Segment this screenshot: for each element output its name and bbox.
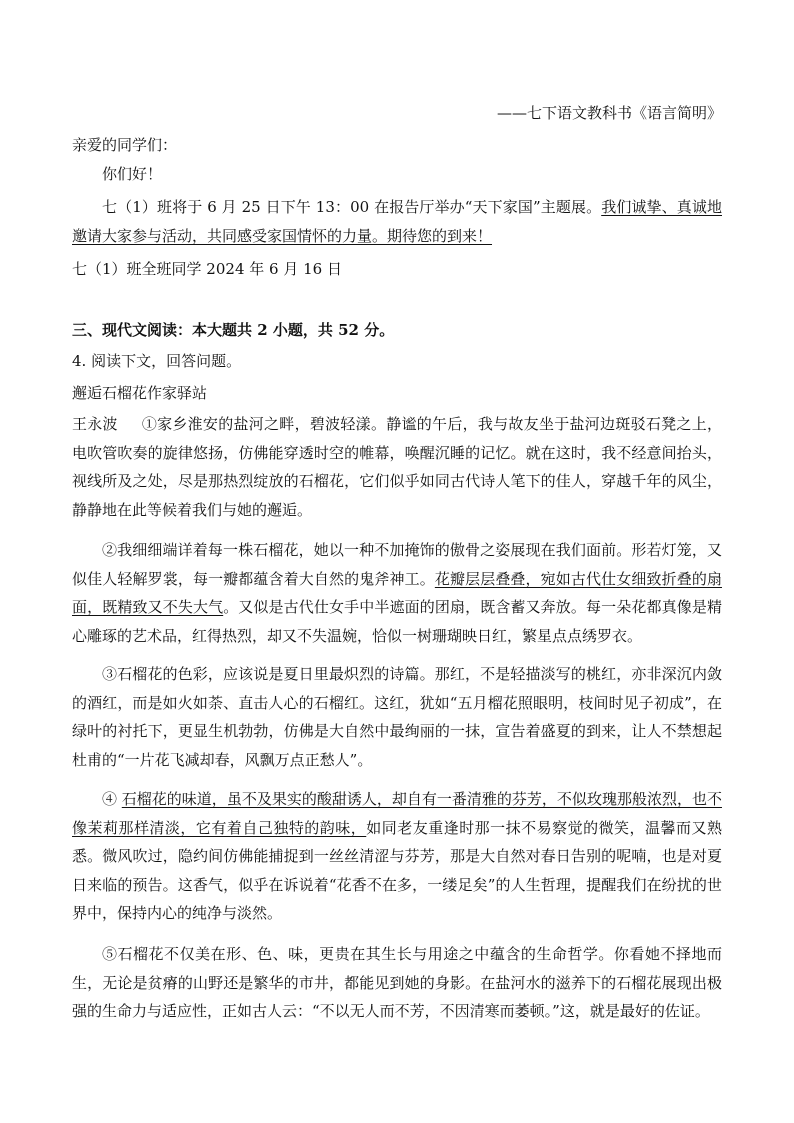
invitation-greeting: 你们好！: [102, 165, 163, 183]
paragraph-2-text-a: ②我细细端详着每一株石榴花，她以一种不加掩饰的傲骨之姿展现在我们面前。形若灯笼，又似佳人轻解罗裳，每一瓣都蕴含着大自然的鬼斧神工。: [72, 541, 722, 588]
invitation-body: [72, 193, 722, 250]
article-title: 邂逅石榴花作家驿站: [72, 384, 208, 402]
quote-source: ——七下语文教科书《语言简明》: [496, 104, 722, 122]
section-heading: 三、现代文阅读：本大题共 2 小题，共 52 分。: [72, 321, 395, 339]
article-paragraph-2: [72, 536, 722, 650]
paragraph-2-text-c: 。又似是古代仕女手中半遮面的团扇，既含蓄又奔放。每一朵花都真像是精心雕琢的艺术品，红得热烈，却又不失温婉，恰似一树珊瑚映日红，繁星点点绣罗衣。: [72, 598, 722, 645]
paragraph-2-underlined: 花瓣层层叠叠，宛如古代仕女细致折叠的扇面，既精致又不失大气: [72, 569, 722, 617]
paragraph-4-number: ④: [102, 790, 122, 808]
article-paragraph-3: ③石榴花的色彩，应该说是夏日里最炽烈的诗篇。那红，不是轻描淡写的桃红，亦非深沉内敛的酒红，而是如火如荼、直击人心的石榴红。这红，犹如“五月榴花照眼明，枝间时见子初成”，在绿叶的衬托下，更显生机勃勃，仿佛是大自然中最绚丽的一抹，宣告着盛夏的到来，让人不禁想起杜甫的“一片花飞减却春，风飘万点正愁人”。: [72, 665, 722, 769]
article-author: 王永波: [72, 415, 118, 433]
paragraph-4-underlined: 石榴花的味道，虽不及果实的酸甜诱人，却自有一番清雅的芬芳，不似玫瑰那般浓烈，也不像茉莉那样清淡，它有着自己独特的韵味，: [72, 790, 722, 837]
article-paragraph-5: ⑤石榴花不仅美在形、色、味，更贵在其生长与用途之中蕴含的生命哲学。你看她不择地而生，无论是贫瘠的山野还是繁华的市井，都能见到她的身影。在盐河水的滋养下的石榴花展现出极强的生命力与适应性，正如古人云：“不以无人而不芳，不因清寒而萎顿。”这，就是最好的佐证。: [72, 945, 722, 1021]
invitation-signature: 七（1）班全班同学 2024 年 6 月 16 日: [72, 260, 342, 278]
paragraph-4-text: 如同老友重逢时那一抹不易察觉的微笑，温馨而又熟悉。微风吹过，隐约间仿佛能捕捉到一丝丝清涩与芬芳，那是大自然对春日告别的呢喃，也是对夏日来临的预告。这香气，似乎在诉说着“花香不在多，一缕足矣”的人生哲理，提醒我们在纷扰的世界中，保持内心的纯净与淡然。: [72, 818, 722, 923]
invitation-salutation: 亲爱的同学们：: [72, 136, 178, 154]
article-paragraph-1: [72, 410, 722, 524]
invitation-body-plain: 七（1）班将于 6 月 25 日下午 13：00 在报告厅举办“天下家国”主题展。: [102, 198, 602, 216]
paragraph-1-text: ①家乡淮安的盐河之畔，碧波轻漾。静谧的午后，我与故友坐于盐河边斑驳石凳之上，电吹管吹奏的旋律悠扬，仿佛能穿透时空的帷幕，唤醒沉睡的记忆。就在这时，我不经意间抬头，视线所及之处，尽是那热烈绽放的石榴花，它们似乎如同古代诗人笔下的佳人，穿越千年的风尘，静静地在此等候着我们与她的邂逅。: [72, 415, 722, 519]
question-prompt: 4. 阅读下文，回答问题。: [72, 352, 242, 370]
invitation-body-underlined: 我们诚挚、真诚地邀请大家参与活动，共同感受家国情怀的力量。期待您的到来！: [72, 198, 722, 245]
article-paragraph-4: [72, 785, 722, 928]
